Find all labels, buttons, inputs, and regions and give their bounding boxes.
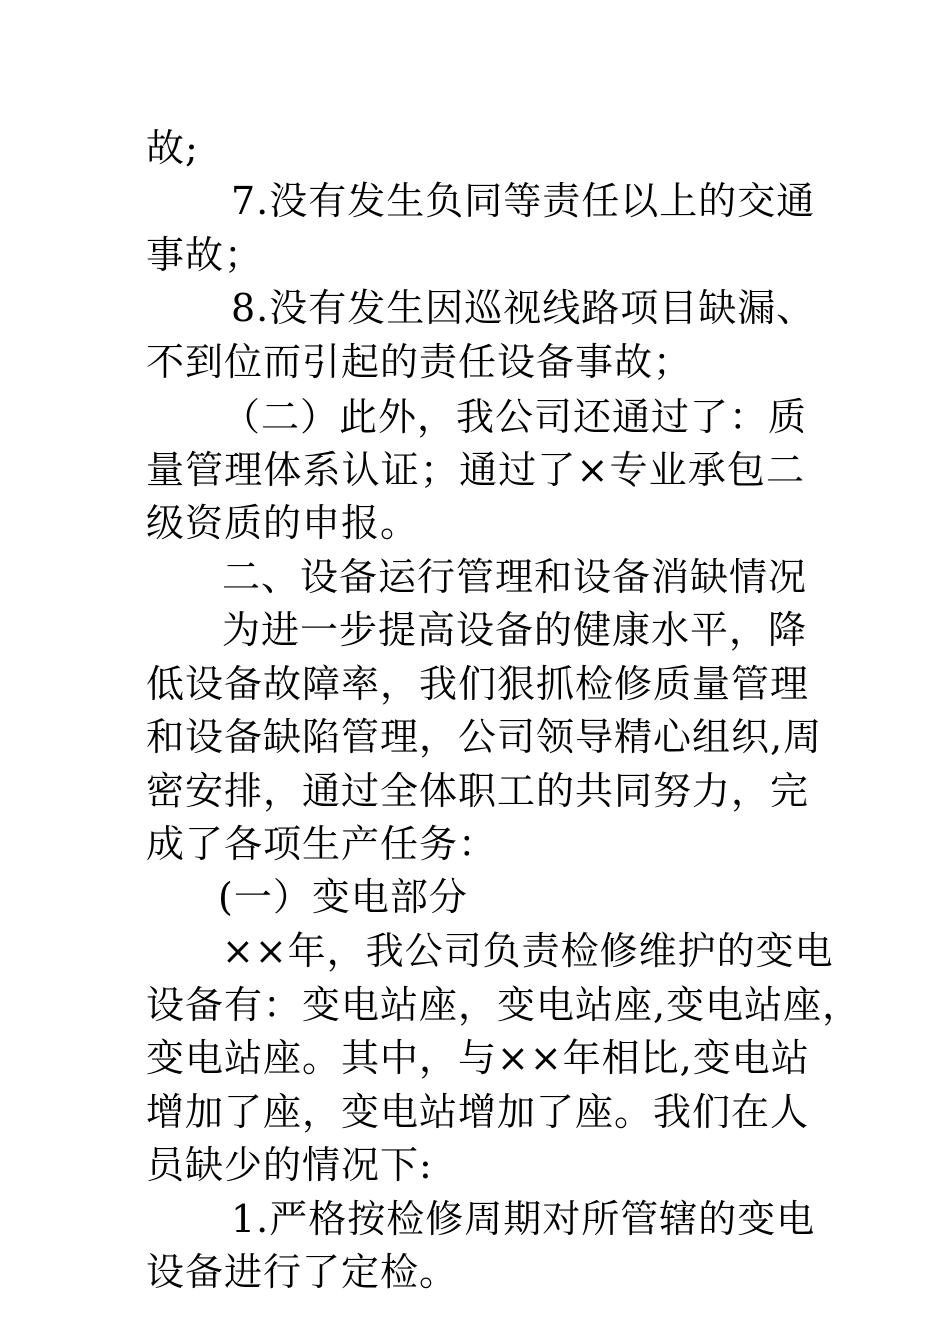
- text-line: 成了各项生产任务：: [146, 822, 498, 866]
- section-heading: 二、设备运行管理和设备消缺情况: [222, 555, 808, 599]
- text-line: 7.没有发生负同等责任以上的交通: [231, 179, 816, 223]
- text-line: 不到位而引起的责任设备事故；: [146, 340, 693, 384]
- text-line: 员缺少的情况下:: [146, 1143, 433, 1187]
- text-line: 设备有：变电站座，变电站座,变电站座，: [146, 983, 862, 1027]
- text-line: 为进一步提高设备的健康水平，降: [222, 608, 808, 652]
- text-line: 级资质的申报。: [146, 501, 420, 545]
- text-line: 量管理体系认证；通过了×专业承包二: [146, 448, 805, 492]
- text-line: 设备进行了定检。: [146, 1250, 459, 1294]
- text-line: 8.没有发生因巡视线路项目缺漏、: [231, 286, 816, 330]
- text-line: （二）此外，我公司还通过了：质: [222, 395, 808, 439]
- text-line: 低设备故障率，我们狠抓检修质量管理: [146, 662, 810, 706]
- text-line: ××年，我公司负责检修维护的变电: [222, 929, 834, 973]
- text-line: 变电站座。其中，与××年相比,变电站: [146, 1036, 810, 1080]
- text-line: 事故；: [146, 233, 264, 277]
- text-line: 密安排，通过全体职工的共同努力，完: [146, 769, 810, 813]
- subsection-heading: (一）变电部分: [218, 875, 468, 919]
- text-line: 1.严格按检修周期对所管辖的变电: [231, 1197, 816, 1241]
- text-line: 故;: [146, 126, 199, 170]
- text-line: 和设备缺陷管理，公司领导精心组织,周: [146, 715, 823, 759]
- text-line: 增加了座，变电站增加了座。我们在人: [146, 1090, 810, 1134]
